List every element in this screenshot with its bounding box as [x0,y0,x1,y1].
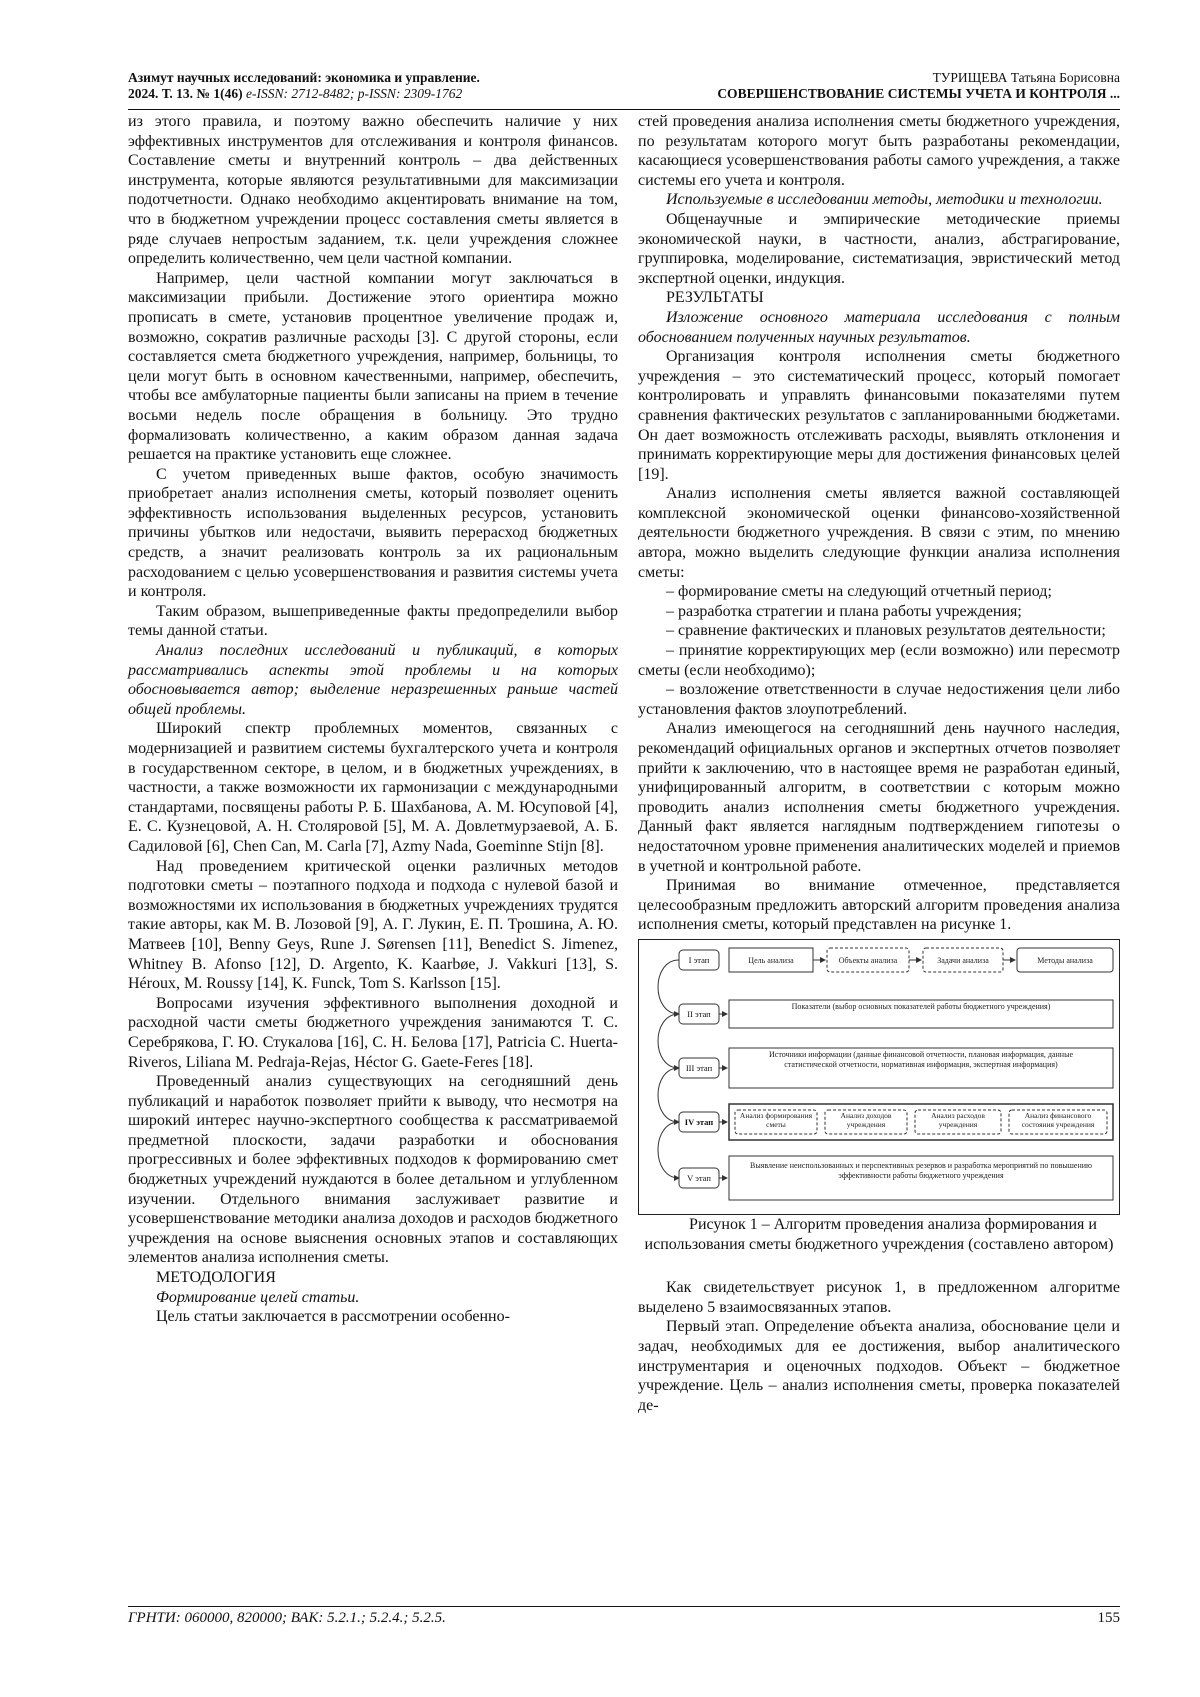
paragraph: Как свидетельствует рисунок 1, в предложенном алгоритме выделено 5 взаимосвязанных этапов. [638,1279,1120,1316]
analysis-box-wrapper [737,1111,815,1133]
analysis-box-wrapper [1011,1111,1105,1133]
section-subheading: Формирование целей статьи. [156,1288,360,1306]
list-item: – принятие корректирующих мер (если возможно) или пересмотр сметы (если необходимо); [638,642,1120,679]
author-name: ТУРИЩЕВА Татьяна Борисовна [932,70,1120,85]
paragraph: Анализ имеющегося на сегодняшний день научного наследия, рекомендаций официальных органов и экспертных отчетов позволяет прийти к заключению, что в настоящее время не разработан единый, унифицированный алгоритм, в соответствии с которым можно проводить анализ исполнения сметы бюджетного учреждения. Данный факт является наглядным подтверждением гипотезы о недостаточном уровне применения аналитических моделей и приемов в учетной и контрольной работе. [638,720,1120,875]
paragraph: Первый этап. Определение объекта анализа, обоснование цели и задач, необходимых для ее достижения, выбор аналитического инструментария и оценочных подходов. Объект – бюджетное учреждение. Цель – анализ исполнения сметы, проверка показателей де- [638,1318,1120,1414]
analysis-box-label: Задачи анализа [937,955,989,965]
list-item: – возложение ответственности в случае недостижения цели либо установления фактов злоупотреблений. [638,681,1120,718]
paragraph: Организация контроля исполнения сметы бюджетного учреждения – это систематический процесс, который помогает контролировать и управлять финансовыми показателями путем сравнения фактических результатов с запланированными бюджетами. Он дает возможность отслеживать расходы, выявлять отклонения и принимать корректирующие меры для достижения финансовых целей [19]. [638,348,1120,483]
analysis-box-label: Цель анализа [748,955,794,965]
paragraph: Например, цели частной компании могут заключаться в максимизации прибыли. Достижение этого ориентира можно прописать в смете, установив процентное увеличение продаж и, возможно, сократив различные расходы [3]. С другой стороны, если составляется смета бюджетного учреждения, например, больницы, то цели могут быть в основном качественными, например, обеспечить, чтобы все амбулаторные пациенты были записаны на прием в течение восьми недель после обращения в больницу. Это трудно формализовать количественно, а каким образом данная задача решается на практике установить еще сложнее. [128,269,618,464]
paragraph: Проведенный анализ существующих на сегодняшний день публикаций и наработок позволяет прийти к выводу, что несмотря на широкий интерес научно-экспертного сообщества к рассматриваемой предметной плоскости, задачи разработки и обоснования прогрессивных и более эффективных подходов к формированию смет бюджетных учреждений нуждаются в более детальном и углубленном изучении. Отдельного внимания заслуживает развитие и усовершенствование методики анализа доходов и расходов бюджетного учреждения на основе выяснения основных этапов и составляющих элементов анализа исполнения сметы. [128,1073,618,1267]
list-item: – формирование сметы на следующий отчетный период; [666,583,1052,601]
figure-caption: Рисунок 1 – Алгоритм проведения анализа формирования и использования сметы бюджетного учреждения (составлено автором) [644,1215,1114,1253]
analysis-box-wrapper [917,1111,999,1133]
paragraph: Таким образом, вышеприведенные факты предопределили выбор темы данной статьи. [128,602,618,640]
section-subheading: Используемые в исследовании методы, методики и технологии. [666,191,1103,209]
analysis-box-label: Анализ доходов учреждения [840,1110,892,1129]
footer-rule [128,1606,1120,1607]
stage-label: II этап [687,1008,711,1019]
paragraph: из этого правила, и поэтому важно обеспечить наличие у них эффективных инструментов для отслеживания и контроля финансов. Составление сметы и внутренний контроль – два действенных инструмента, которые являются результативными для максимизации подотчетности. Однако необходимо акцентировать внимание на том, что в бюджетном учреждении процесс составления сметы является в ряде случаев непростым заданием, т.к. цели учреждения сложнее определить количественно, чем цели частной компании. [128,113,618,268]
paragraph: Вопросами изучения эффективного выполнения доходной и расходной части сметы бюджетного учреждения занимаются Т. С. Серебрякова, Г. Ю. Стукалова [16], С. Н. Белова [17], Patricia C. Huerta-Riveros, Liliana M. Pedraja-Rejas, Héctor G. Gaete-Feres [18]. [128,994,618,1071]
flow-arrow [658,960,679,1014]
analysis-box-label: Объекты анализа [838,955,898,965]
section-subheading: Изложение основного материала исследования с полным обоснованием полученных научных результатов. [638,308,1120,346]
paragraph: Принимая во внимание отмеченное, представляется целесообразным предложить авторский алгоритм проведения анализа исполнения сметы, который представлен на рисунке 1. [638,877,1120,934]
header-rule [128,109,1120,110]
list-item: – сравнение фактических и плановых результатов деятельности; [666,622,1106,640]
paragraph: Анализ исполнения сметы является важной составляющей комплексной экономической оценки финансово-хозяйственной деятельности бюджетного учреждения. В связи с этим, по мнению автора, можно выделить следующие функции анализа исполнения сметы: [638,485,1120,581]
stage-content-wrapper [749,1050,1093,1088]
page-number: 155 [1097,1610,1120,1626]
section-heading: МЕТОДОЛОГИЯ [156,1269,276,1287]
paragraph: Широкий спектр проблемных моментов, связанных с модернизацией и развитием системы бухгалтерского учета и контроля в государственном секторе, в целом, и в бюджетных учреждениях, в частности, а также возможности их гармонизации с международными стандартами, посвящены работы Р. Б. Шахбанова, А. М. Юсуповой [4], Е. С. Кузнецовой, А. Н. Столяровой [5], М. А. Довлетмурзаевой, А. Б. Садиловой [6], Chen Can, M. Carla [7], Azmy Nada, Goeminne Stijn [8]. [128,720,618,855]
stage-content: Источники информации (данные финансовой отчетности, плановая информация, данные статистической отчетности, нормативная информация, экспертная информация) [768,1049,1073,1069]
article-info [717,70,1120,102]
paragraph: Цель статьи заключается в рассмотрении особенно- [156,1308,510,1326]
figure-diagram [639,940,1121,1216]
stage-content: Выявление неиспользованных и перспективных резервов и разработка мероприятий по повышению эффективности работы бюджетного учреждения [749,1160,1093,1180]
section-subheading: Анализ последних исследований и публикаций, в которых рассматривались аспекты этой проблемы и на которых обосновывается автор; выделение неразрешенных раньше частей общей проблемы. [128,642,618,718]
spacer [638,1254,1120,1278]
journal-issn: e-ISSN: 2712-8482; p-ISSN: 2309-1762 [242,86,463,101]
stage-label: V этап [687,1172,711,1183]
stage-label: I этап [688,954,710,965]
flow-arrow [658,1014,679,1068]
journal-info [128,70,480,102]
stage-content-wrapper [731,1002,1111,1028]
stage-label: IV этап [684,1116,714,1127]
paragraph: стей проведения анализа исполнения сметы бюджетного учреждения, по результатам которого могут быть разработаны рекомендации, касающиеся усовершенствования работы самого учреждения, а также системы его учета и контроля. [638,113,1120,189]
flow-arrow [658,1122,679,1178]
left-column [128,112,618,1327]
stage-label: III этап [685,1062,713,1073]
journal-issue [128,86,480,102]
journal-title: Азимут научных исследований: экономика и управление. [128,70,480,85]
right-column [638,112,1120,1415]
paragraph: С учетом приведенных выше фактов, особую значимость приобретает анализ исполнения сметы, который позволяет оценить эффективность использования выделенных ресурсов, установить причины убытков или недостачи, выявить перерасход бюджетных средств, а значит реализовать контроль за их рациональным расходованием с целью усовершенствования и развития системы учета и контроля. [128,465,618,601]
analysis-box-wrapper [827,1111,905,1133]
paragraph: Общенаучные и эмпирические методические приемы экономической науки, в частности, анализ, абстрагирование, группировка, моделирование, систематизация, эвристический метод экспертной оценки, индукция. [638,210,1120,287]
list-item: – разработка стратегии и плана работы учреждения; [666,602,1022,620]
analysis-box-label: Анализ финансового состояния учреждения [1021,1110,1095,1129]
page-header [128,70,1120,110]
article-title: СОВЕРШЕНСТВОВАНИЕ СИСТЕМЫ УЧЕТА И КОНТРОЛЯ ... [717,86,1120,101]
analysis-box-label: Анализ расходов учреждения [931,1110,985,1129]
analysis-box-label: Методы анализа [1037,955,1093,965]
analysis-box-label: Анализ формирования сметы [739,1110,813,1129]
stage-content: Показатели (выбор основных показателей работы бюджетного учреждения) [791,1001,1051,1011]
classification-codes: ГРНТИ: 060000, 820000; ВАК: 5.2.1.; 5.2.4.; 5.2.5. [128,1610,446,1626]
section-heading: РЕЗУЛЬТАТЫ [666,289,764,307]
figure-algorithm [638,939,1120,1215]
paragraph: Над проведением критической оценки различных методов подготовки сметы – поэтапного подхода и подхода с нулевой базой и возможностями их использования в бюджетных учреждениях трудятся такие авторы, как М. В. Лозовой [9], А. Г. Лукин, Е. П. Трошина, А. Ю. Матвеев [10], Benny Geys, Rune J. Sørensen [11], Benedict S. Jimenez, Whitney B. Afonso [12], D. Argento, K. Kaarbøe, J. Vakkuri [13], S. Héroux, M. Roussy [14], K. Funck, Tom S. Karlsson [15]. [128,857,618,993]
stage-content-wrapper [739,1161,1103,1199]
journal-volume: 2024. Т. 13. № 1(46) [128,86,243,101]
flow-arrow [658,1068,679,1122]
